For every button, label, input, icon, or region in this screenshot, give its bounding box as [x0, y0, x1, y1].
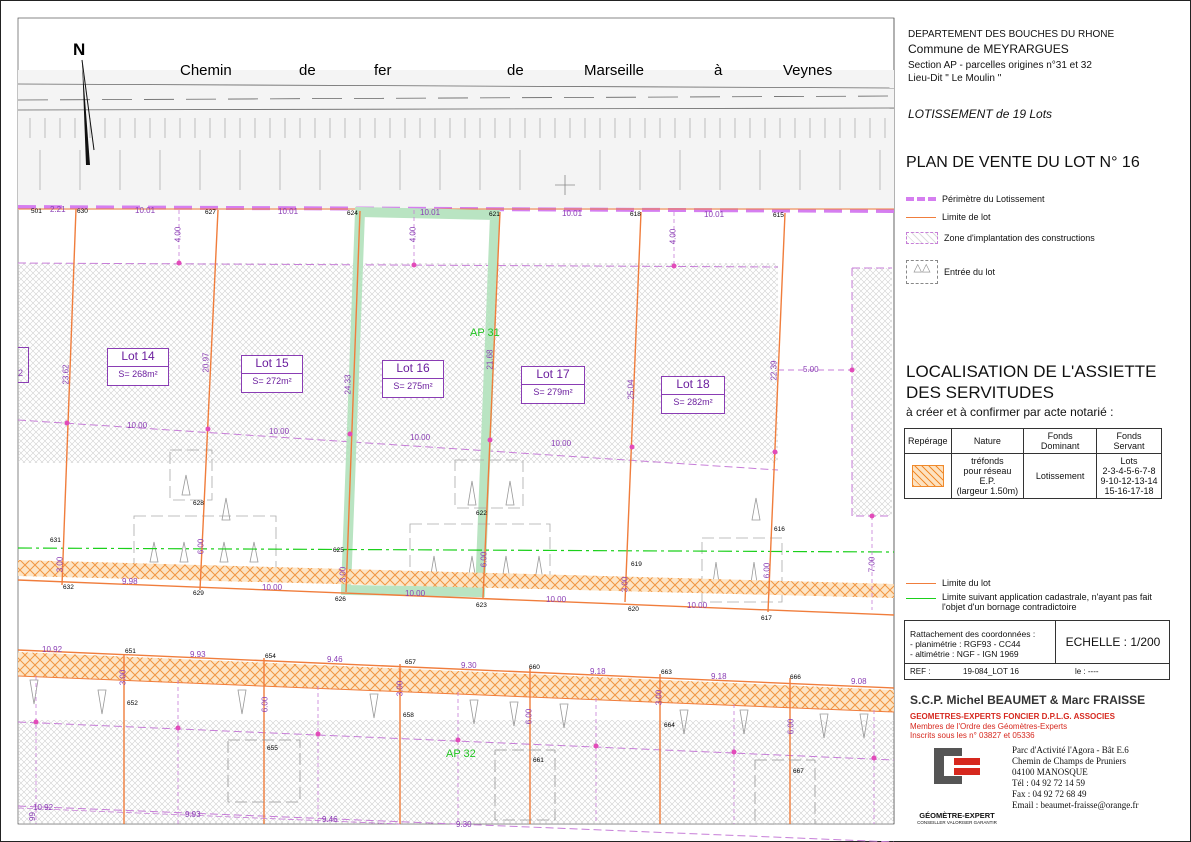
dim-label: 10.01	[135, 206, 156, 215]
address-line: Email : beaumet-fraisse@orange.fr	[1012, 800, 1139, 810]
dim-label: 3.00	[338, 566, 348, 583]
echelle: ECHELLE : 1/200	[1055, 621, 1170, 664]
rail-word: de	[299, 62, 316, 79]
dim-label: 10.00	[687, 601, 708, 610]
company-line-1: GEOMETRES-EXPERTS FONCIER D.P.L.G. ASSOCIES	[910, 712, 1115, 721]
railway-area	[18, 70, 894, 210]
dim-label: 20.97	[201, 352, 211, 373]
point-number: 622	[476, 510, 487, 517]
title-block	[896, 18, 1178, 833]
entry-icon: △△	[906, 260, 938, 284]
nature-line: (largeur 1.50m)	[956, 486, 1019, 496]
point-number: 655	[267, 745, 278, 752]
rattachement-line: - planimétrie : RGF93 - CC44	[910, 639, 1021, 649]
dim-label: 10.00	[546, 595, 567, 604]
lot-label-16	[382, 360, 444, 398]
legend-label: Périmètre du Lotissement	[942, 194, 1045, 204]
lot-name: Lot 18	[676, 377, 710, 391]
servitudes-title-2: DES SERVITUDES	[906, 383, 1055, 402]
dim-label: 9.98	[122, 577, 138, 586]
point-number: 661	[533, 757, 544, 764]
section: Section AP - parcelles origines n°31 et 32	[908, 60, 1092, 71]
address-line: Tél : 04 92 72 14 59	[1012, 778, 1085, 788]
fonds-servant-cell	[1096, 454, 1161, 499]
company-line-3: Inscrits sous les n° 03827 et 05336	[910, 731, 1035, 740]
dim-label: 9.30	[456, 820, 472, 829]
rail-word: Chemin	[180, 62, 232, 79]
dim-label: 10.01	[562, 209, 583, 218]
dim-label: 7.00	[867, 556, 877, 573]
dim-label: 3.00	[55, 556, 65, 573]
legend-entree	[906, 260, 995, 284]
dim-label: 6.00	[260, 696, 270, 713]
easement-swatch	[912, 465, 944, 487]
dim-label: 2.21	[50, 205, 66, 214]
logo-text-2: CONSEILLER VALORISER GARANTIR	[917, 820, 997, 825]
fonds-servant-line: 9-10-12-13-14	[1100, 476, 1158, 486]
company-address	[1012, 745, 1138, 811]
point-number: 620	[628, 606, 639, 613]
point-number: 615	[773, 212, 784, 219]
dim-label: 10.00	[405, 589, 426, 598]
point-number: 657	[405, 659, 416, 666]
legend-limite-lot	[906, 578, 991, 588]
table-header: Fonds Dominant	[1024, 429, 1097, 454]
point-number: 627	[205, 209, 216, 216]
lot-label-14	[107, 348, 169, 386]
lot-limit-swatch	[906, 217, 936, 218]
point-number: 664	[664, 722, 675, 729]
lotissement-label: LOTISSEMENT de 19 Lots	[908, 107, 1053, 121]
legend-label: Limite du lot	[942, 578, 991, 588]
dim-label: 10.01	[420, 208, 441, 217]
reperage-swatch-cell	[905, 454, 952, 499]
rattachement-line: Rattachement des coordonnées :	[910, 629, 1036, 639]
dim-label: 10.00	[262, 583, 283, 592]
plan-title: PLAN DE VENTE DU LOT N° 16	[906, 154, 1140, 171]
servitudes-subtitle: à créer et à confirmer par acte notarié :	[906, 405, 1114, 419]
legend-lot-limit	[906, 212, 991, 222]
lot-label-15	[241, 355, 303, 393]
fonds-dominant-cell: Lotissement	[1024, 454, 1097, 499]
fonds-servant-line: 15-16-17-18	[1104, 486, 1154, 496]
address-line: 04100 MANOSQUE	[1012, 767, 1088, 777]
dim-label: 9.18	[711, 672, 727, 681]
dim-label: 6.00	[786, 718, 796, 735]
point-number: 658	[403, 712, 414, 719]
dim-label: 9.46	[327, 655, 343, 664]
lot-area: S= 275m²	[383, 378, 443, 391]
rail-word: de	[507, 62, 524, 79]
dim-label: 4.00	[408, 226, 418, 243]
dim-label: 3.00	[395, 680, 405, 697]
point-number: 630	[77, 208, 88, 215]
dim-label: 3.00	[654, 689, 664, 706]
point-number: 667	[793, 768, 804, 775]
point-number: 628	[193, 500, 204, 507]
dim-label: 3.00	[118, 669, 128, 686]
legend-zone	[906, 232, 1095, 244]
lot-name: Lot 17	[536, 367, 570, 381]
geometre-expert-icon	[908, 744, 1006, 804]
legend-label: Zone d'implantation des constructions	[944, 233, 1095, 243]
ref-value: 19-084_LOT 16	[963, 667, 1019, 676]
zone-swatch	[906, 232, 938, 244]
lot-area: S= 272m²	[242, 373, 302, 386]
table-header: Fonds Servant	[1096, 429, 1161, 454]
table-header-row	[905, 429, 1162, 454]
rattachement-text	[910, 629, 1035, 659]
dim-label: 24.33	[343, 374, 353, 395]
point-number: 616	[774, 526, 785, 533]
dim-label: 6.00	[479, 551, 489, 568]
logo-text-1: GÉOMÈTRE-EXPERT	[919, 811, 995, 820]
lot-label-17	[521, 366, 585, 404]
legend-label-group	[942, 592, 1152, 612]
point-number: 651	[125, 648, 136, 655]
dim-label: 10.00	[410, 433, 431, 442]
dim-label: 6.00	[196, 538, 206, 555]
address-line: Parc d'Activité l'Agora - Bât E.6	[1012, 745, 1129, 755]
point-number: 663	[661, 669, 672, 676]
dim-label: 9.18	[590, 667, 606, 676]
lot-partial-text: 2	[18, 368, 24, 378]
dim-label: 9.08	[851, 677, 867, 686]
point-number: 626	[335, 596, 346, 603]
parcel-label: AP 31	[470, 327, 500, 339]
dim-label: 10.01	[278, 207, 299, 216]
lot-label-18	[661, 376, 725, 414]
point-number: 666	[790, 674, 801, 681]
legend-label: l'objet d'un bornage contradictoire	[942, 602, 1077, 612]
point-number: 618	[630, 211, 641, 218]
dim-label: 10.00	[551, 439, 572, 448]
fonds-servant-line: 2-3-4-5-6-7-8	[1102, 466, 1156, 476]
legend-label: Limite de lot	[942, 212, 991, 222]
table-header: Repérage	[905, 429, 952, 454]
dim-label: 4.00	[668, 228, 678, 245]
cadastral-line	[18, 548, 894, 552]
rail-word: Marseille	[584, 62, 645, 79]
parcel-label: AP 32	[446, 748, 476, 760]
point-number: 632	[63, 584, 74, 591]
perimeter-swatch	[906, 197, 936, 201]
lot-name: Lot 14	[121, 349, 155, 363]
dim-label: 10.01	[704, 210, 725, 219]
point-number: 625	[333, 547, 344, 554]
rail-word: fer	[374, 62, 392, 79]
dim-label: 3.00	[620, 576, 630, 593]
point-number: 652	[127, 700, 138, 707]
dim-label: 5.00	[803, 365, 819, 374]
point-number: 623	[476, 602, 487, 609]
lot-area: S= 279m²	[522, 384, 584, 397]
dim-label: 6.00	[762, 562, 772, 579]
point-number: 617	[761, 615, 772, 622]
lieu-dit: Lieu-Dit " Le Moulin "	[908, 73, 1002, 84]
dim-label: 10.92	[33, 803, 54, 812]
company-line-2: Membres de l'Ordre des Géomètres-Experts	[910, 722, 1068, 731]
dim-label: 21.68	[485, 349, 495, 370]
legend-cadastral	[906, 592, 1152, 612]
dim-label: 10.00	[127, 421, 148, 430]
lot-area: S= 268m²	[108, 366, 168, 379]
point-number: 631	[50, 537, 61, 544]
dim-label: 6.00	[524, 708, 534, 725]
point-number: 660	[529, 664, 540, 671]
company-name: S.C.P. Michel BEAUMET & Marc FRAISSE	[910, 693, 1146, 707]
servitudes-title-1: LOCALISATION DE L'ASSIETTE	[906, 362, 1157, 381]
dim-label: 9.93	[185, 810, 201, 819]
legend-perimeter	[906, 194, 1045, 204]
date-label: le : ----	[1075, 667, 1099, 676]
lot-label-partial	[18, 347, 29, 383]
geometre-expert-logo	[908, 744, 1006, 826]
nature-line: tréfonds	[971, 456, 1004, 466]
dim-label: 10.00	[269, 427, 290, 436]
legend-label: Limite suivant application cadastrale, n'ayant pas fait	[942, 592, 1152, 602]
point-number: 629	[193, 590, 204, 597]
north-label: N	[73, 40, 86, 59]
lot-area: S= 282m²	[662, 394, 724, 407]
rattachement-box	[904, 620, 1170, 680]
point-number: 501	[31, 208, 42, 215]
lot-name: Lot 15	[255, 356, 289, 370]
point-number: 619	[631, 561, 642, 568]
ref-label: REF :	[910, 667, 931, 676]
dim-label: 9.46	[322, 815, 338, 824]
point-number: 621	[489, 211, 500, 218]
dim-label: 23.62	[61, 364, 71, 385]
limite-swatch	[906, 583, 936, 584]
fonds-servant-line: Lots	[1120, 456, 1138, 466]
dim-label: 99	[27, 812, 37, 821]
point-number: 624	[347, 210, 358, 217]
nature-line: pour réseau E.P.	[963, 466, 1012, 486]
point-number: 654	[265, 653, 276, 660]
department: DEPARTEMENT DES BOUCHES DU RHONE	[908, 29, 1115, 40]
rattachement-line: - altimétrie : NGF - IGN 1969	[910, 649, 1019, 659]
dim-label: 9.93	[190, 650, 206, 659]
rail-word: à	[714, 62, 723, 79]
servitudes-table	[904, 428, 1162, 499]
dim-label: 4.00	[173, 226, 183, 243]
rail-word: Veynes	[783, 62, 833, 79]
address-line: Chemin de Champs de Pruniers	[1012, 756, 1126, 766]
dim-label: 22.39	[769, 360, 779, 381]
address-line: Fax : 04 92 72 68 49	[1012, 789, 1087, 799]
dim-label: 25.04	[626, 379, 636, 400]
table-header: Nature	[951, 429, 1024, 454]
cadastral-swatch	[906, 598, 936, 599]
commune: Commune de MEYRARGUES	[908, 42, 1069, 56]
dim-label: 10.92	[42, 645, 63, 654]
legend-label: Entrée du lot	[944, 267, 996, 277]
lot-name: Lot 16	[396, 361, 430, 375]
dim-label: 9.30	[461, 661, 477, 670]
nature-cell	[951, 454, 1024, 499]
table-row	[905, 454, 1162, 499]
